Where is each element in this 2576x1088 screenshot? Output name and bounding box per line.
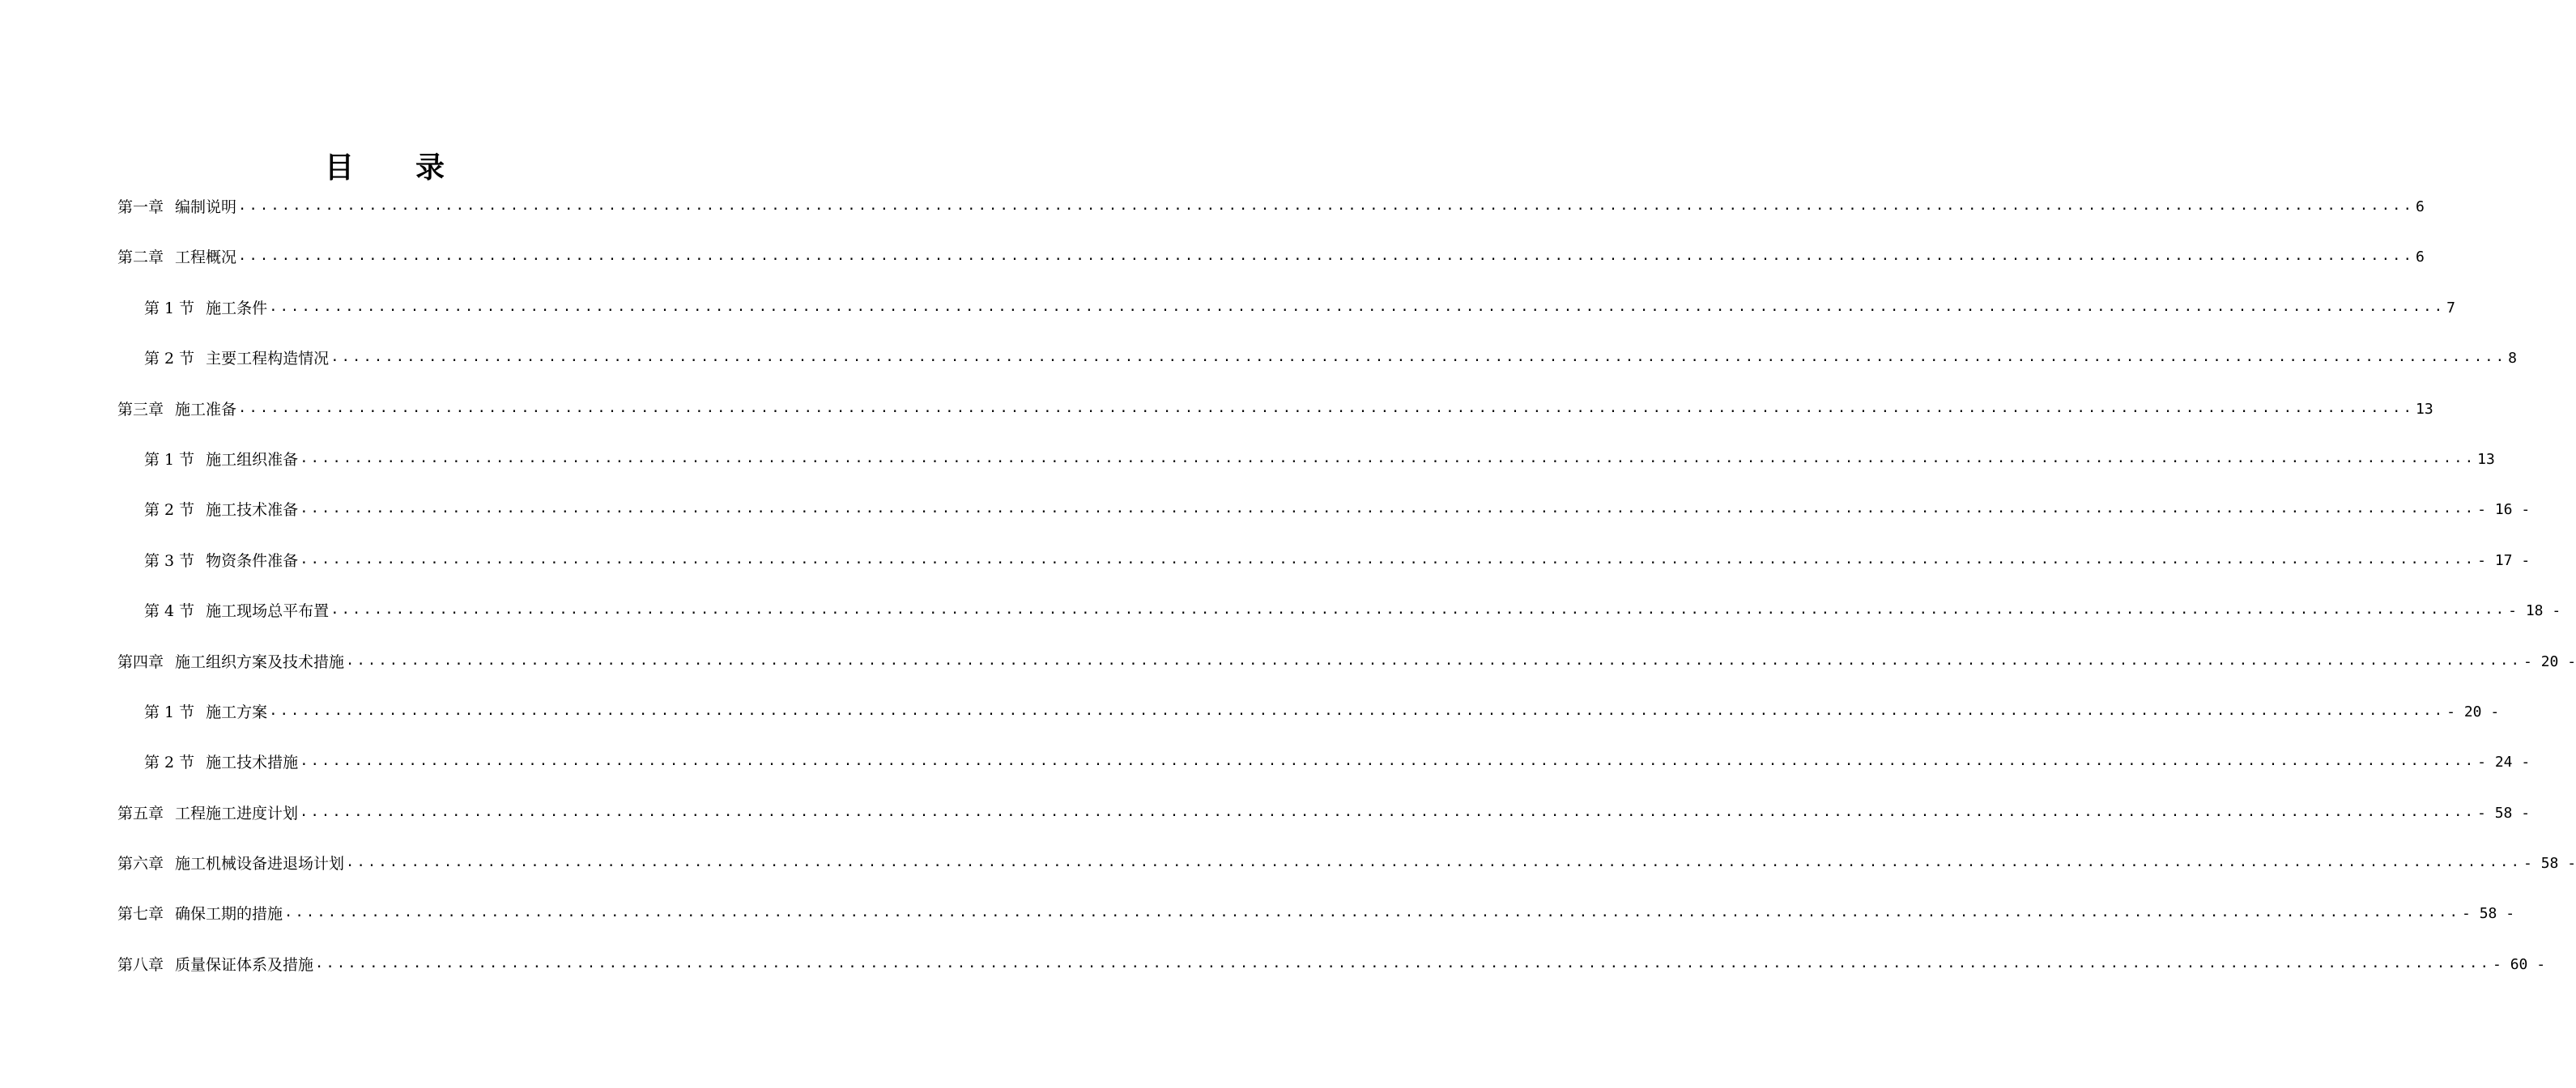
toc-dot-leader: ........................................................................................................................................................................................................ [238,198,2415,214]
toc-entry-number: 第 3 节 [144,551,195,570]
toc-dot-leader: ........................................................................................................................................................................................................ [330,349,2507,366]
toc-entry[interactable] [117,274,2456,324]
toc-dot-leader: ........................................................................................................................................................................................................ [300,803,2476,820]
toc-entry[interactable] [117,830,2576,880]
toc-entry-number: 第八章 [117,955,164,974]
toc-entry-title: 物资条件准备 [206,551,299,570]
toc-entry-number: 第 2 节 [144,350,195,368]
toc-dot-leader: ........................................................................................................................................................................................................ [346,652,2523,669]
toc-entry-number: 第 2 节 [144,754,195,772]
toc-entry-title: 质量保证体系及措施 [175,955,314,974]
toc-entry-page-number: 13 [2416,400,2433,418]
toc-entry[interactable] [117,223,2425,274]
toc-entry[interactable] [117,779,2531,829]
toc-entry-label [117,797,298,830]
toc-entry-label [144,494,298,526]
toc-list [117,191,2576,981]
toc-entry-title: 施工方案 [206,703,268,721]
toc-entry-page-number: - 24 - [2477,754,2531,771]
toc-entry-title: 工程概况 [175,249,237,267]
toc-entry-label [144,545,298,577]
toc-entry[interactable] [117,191,2425,223]
toc-entry-title: 施工组织方案及技术措施 [175,652,345,671]
toc-entry-label [117,393,236,426]
toc-title [0,144,769,193]
toc-dot-leader: ........................................................................................................................................................................................................ [300,500,2476,517]
toc-dot-leader: ........................................................................................................................................................................................................ [284,904,2461,921]
toc-dot-leader: ........................................................................................................................................................................................................ [315,954,2492,971]
toc-entry-page-number: - 16 - [2477,501,2531,519]
toc-entry-number: 第七章 [117,905,164,924]
toc-entry-page-number: 13 [2477,450,2495,468]
toc-entry-page-number: 6 [2416,198,2425,215]
toc-entry-page-number: 7 [2446,299,2456,317]
toc-entry-number: 第四章 [117,652,164,671]
toc-entry-page-number: 8 [2508,350,2518,368]
toc-entry-number: 第六章 [117,855,164,873]
toc-entry-label [144,595,329,627]
toc-entry-label [117,898,283,930]
toc-entry-label [117,949,313,981]
toc-entry[interactable] [117,729,2531,779]
toc-entry[interactable] [117,930,2546,980]
toc-entry-title: 施工条件 [206,299,268,317]
toc-entry-page-number: - 17 - [2477,551,2531,569]
toc-entry-number: 第一章 [117,198,164,216]
toc-entry-number: 第 1 节 [144,299,195,317]
toc-entry-label [117,191,236,223]
toc-entry-page-number: - 58 - [2462,905,2515,923]
toc-entry-number: 第 1 节 [144,450,195,469]
toc-entry-page-number: - 60 - [2493,955,2546,973]
toc-entry-label [117,848,344,880]
toc-entry-label [144,342,329,375]
toc-entry-number: 第 1 节 [144,703,195,721]
toc-entry-number: 第 4 节 [144,602,195,621]
toc-entry-title: 施工机械设备进退场计划 [175,855,345,873]
toc-dot-leader: ........................................................................................................................................................................................................ [238,399,2415,416]
toc-entry-title: 施工组织准备 [206,450,299,469]
toc-entry-number: 第 2 节 [144,501,195,520]
toc-entry[interactable] [117,678,2500,729]
toc-title-left: 目 [324,151,354,185]
toc-entry-page-number: - 20 - [2446,703,2500,720]
toc-entry-label [144,696,267,729]
toc-entry-page-number: - 58 - [2523,855,2576,873]
toc-entry[interactable] [117,526,2531,576]
toc-dot-leader: ........................................................................................................................................................................................................ [269,702,2446,719]
toc-entry-title: 编制说明 [175,198,237,216]
toc-entry-label [117,646,344,678]
toc-entry-page-number: - 58 - [2477,804,2531,822]
toc-entry-label [144,292,267,325]
toc-dot-leader: ........................................................................................................................................................................................................ [300,753,2476,770]
toc-entry-title: 工程施工进度计划 [175,804,299,822]
toc-entry-page-number: 6 [2416,249,2425,266]
toc-entry-label [144,746,298,779]
toc-entry-number: 第三章 [117,400,164,419]
toc-entry[interactable] [117,476,2531,526]
toc-entry[interactable] [117,880,2515,930]
toc-dot-leader: ........................................................................................................................................................................................................ [330,601,2507,618]
toc-entry-page-number: - 20 - [2523,652,2576,670]
toc-dot-leader: ........................................................................................................................................................................................................ [300,449,2476,466]
toc-entry-title: 施工现场总平布置 [206,602,330,621]
toc-dot-leader: ........................................................................................................................................................................................................ [300,550,2476,567]
toc-entry-label [117,241,236,274]
toc-entry[interactable] [117,577,2561,627]
toc-dot-leader: ........................................................................................................................................................................................................ [269,298,2446,315]
toc-entry-title: 施工技术措施 [206,754,299,772]
toc-entry-number: 第二章 [117,249,164,267]
toc-dot-leader: ........................................................................................................................................................................................................ [238,248,2415,265]
toc-entry-title: 施工技术准备 [206,501,299,520]
toc-entry-label [144,444,298,476]
toc-entry[interactable] [117,375,2433,425]
toc-entry-number: 第五章 [117,804,164,822]
toc-dot-leader: ........................................................................................................................................................................................................ [346,854,2523,871]
toc-entry-page-number: - 18 - [2508,602,2561,620]
toc-entry-title: 施工准备 [175,400,237,419]
toc-title-right: 录 [415,151,445,185]
toc-entry[interactable] [117,426,2495,476]
toc-entry[interactable] [117,325,2518,375]
toc-entry-title: 主要工程构造情况 [206,350,330,368]
toc-entry[interactable] [117,627,2576,678]
toc-entry-title: 确保工期的措施 [175,905,283,924]
